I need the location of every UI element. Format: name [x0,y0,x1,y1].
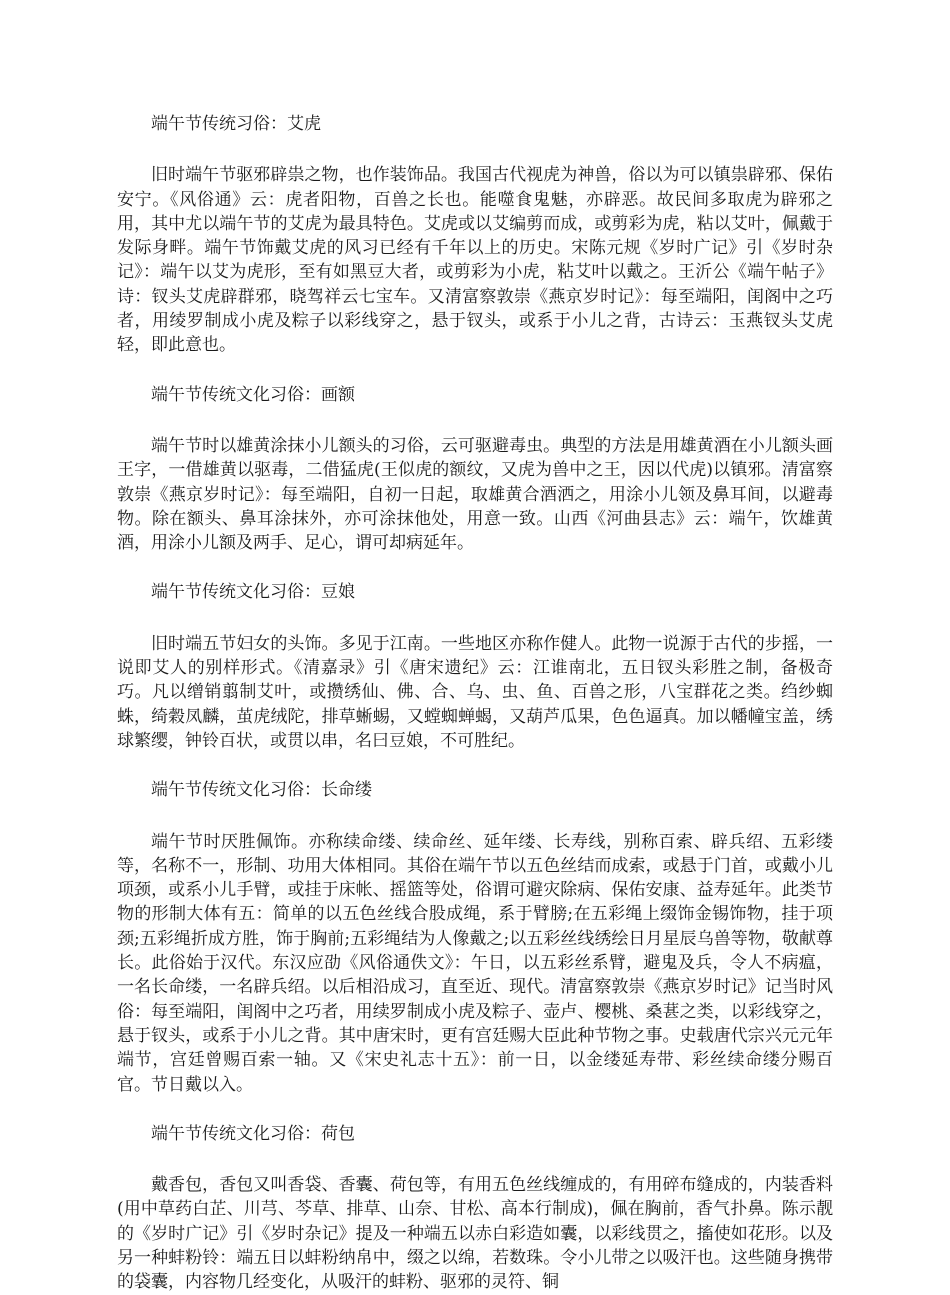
section-heading-hebao: 端午节传统文化习俗：荷包 [151,1123,355,1144]
section-body-aihu: 旧时端午节驱邪辟祟之物，也作装饰品。我国古代视虎为神兽，俗以为可以镇祟辟邪、保佑安宁。《风俗通》云：虎者阳物，百兽之长也。能噬食鬼魅，亦辟恶。故民间多取虎为辟邪之用，其中尤以端午节的艾虎为最具特色。艾虎或以艾编剪而成，或剪彩为虎，粘以艾叶，佩戴于发际身畔。端午节饰戴艾虎的风习已经有千年以上的历史。宋陈元规《岁时广记》引《岁时杂记》：端午以艾为虎形，至有如黑豆大者，或剪彩为小虎，粘艾叶以戴之。王沂公《端午帖子》诗：钗头艾虎辟群邪，晓驾祥云七宝车。又清富察敦崇《燕京岁时记》：每至端阳，闺阁中之巧者，用绫罗制成小虎及粽子以彩线穿之，悬于钗头，或系于小儿之背，古诗云：玉燕钗头艾虎轻，即此意也。 [117,165,833,356]
section-heading-douniang: 端午节传统文化习俗：豆娘 [151,582,355,603]
section-body-huae: 端午节时以雄黄涂抹小儿额头的习俗，云可驱避毒虫。典型的方法是用雄黄酒在小儿额头画王字，一借雄黄以驱毒，二借猛虎(王似虎的额纹，又虎为兽中之王，因以代虎)以镇邪。清富察敦崇《燕京岁时记》：每至端阳，自初一日起，取雄黄合酒洒之，用涂小儿领及鼻耳间，以避毒物。除在额头、鼻耳涂抹外，亦可涂抹他处，用意一致。山西《河曲县志》云：端午，饮雄黄酒，用涂小儿额及两手、足心，谓可却病延年。 [117,435,833,554]
section-heading-changminglv: 端午节传统文化习俗：长命缕 [151,780,372,801]
document-page [117,112,833,1295]
section-heading-aihu: 端午节传统习俗：艾虎 [151,114,321,134]
section-body-douniang: 旧时端五节妇女的头饰。多见于江南。一些地区亦称作健人。此物一说源于古代的步摇，一说即艾人的别样形式。《清嘉录》引《唐宋遗纪》云：江谁南北，五日钗头彩胜之制，备极奇巧。凡以缯销翦制艾叶，或攒绣仙、佛、合、乌、虫、鱼、百兽之形，八宝群花之类。绉纱蜘蛛，绮穀凤麟，茧虎绒陀，排草蜥蜴，又螳蜘蝉蝎，又葫芦瓜果，色色逼真。加以幡幢宝盖，绣球繁缨，钟铃百状，或贯以串，名曰豆娘，不可胜纪。 [117,633,833,751]
section-body-hebao: 戴香包，香包又叫香袋、香囊、荷包等，有用五色丝线缠成的，有用碎布缝成的，内装香料(用中草药白芷、川芎、芩草、排草、山奈、甘松、高本行制成)，佩在胸前，香气扑鼻。陈示靓的《岁时广记》引《岁时杂记》提及一种端五以赤白彩造如囊，以彩线贯之，搐使如花形。以及另一种蚌粉铃：端五日以蚌粉纳帛中，缀之以绵，若数珠。令小儿带之以吸汗也。这些随身携带的袋囊，内容物几经变化，从吸汗的蚌粉、驱邪的灵符、铜 [117,1175,833,1293]
section-body-changminglv: 端午节时厌胜佩饰。亦称续命缕、续命丝、延年缕、长寿线，别称百索、辟兵绍、五彩缕等，名称不一，形制、功用大体相同。其俗在端午节以五色丝结而成索，或悬于门首，或戴小儿项颈，或系小儿手臂，或挂于床帐、摇篮等处，俗谓可避灾除病、保佑安康、益寿延年。此类节物的形制大体有五：简单的以五色丝线合股成绳，系于臂膀;在五彩绳上缀饰金锡饰物，挂于项颈;五彩绳折成方胜，饰于胸前;五彩绳结为人像戴之;以五彩丝线绣绘日月星辰乌兽等物，敬献尊长。此俗始于汉代。东汉应劭《风俗通佚文》：午日，以五彩丝系臂，避鬼及兵，令人不病瘟，一名长命缕，一名辟兵绍。以后相沿成习，直至近、现代。清富察敦崇《燕京岁时记》记当时风俗：每至端阳，闺阁中之巧者，用续罗制成小虎及粽子、壶卢、樱桃、桑葚之类，以彩线穿之，悬于钗头，或系于小儿之背。其中唐宋时，更有宫廷赐大臣此种节物之事。史载唐代宗兴元元年端节，宫廷曾赐百索一轴。又《宋史礼志十五》：前一日，以金缕延寿带、彩丝续命缕分赐百官。节日戴以入。 [117,831,833,1095]
section-heading-huae: 端午节传统文化习俗：画额 [151,384,355,405]
